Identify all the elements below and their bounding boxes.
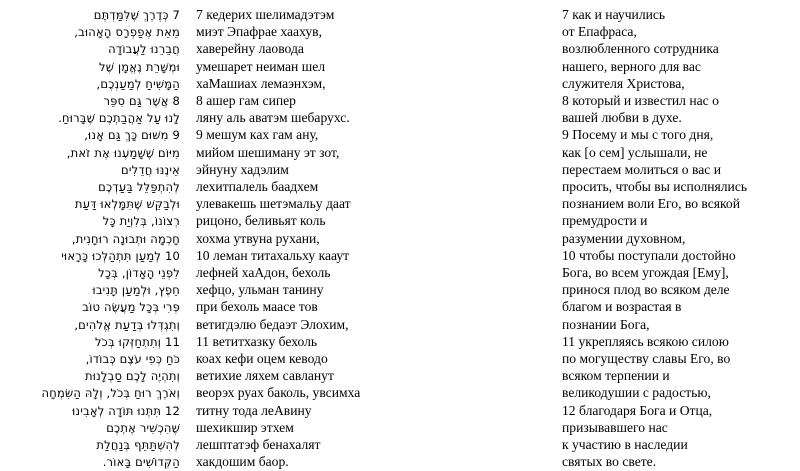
russian-line: всяком терпении и — [562, 368, 670, 384]
transliteration-line: хефцо, ульман танину — [196, 282, 324, 298]
transliteration-line: 8 ашер гам сипер — [196, 93, 296, 109]
russian-line: 12 благодаря Бога и Отца, — [562, 402, 713, 418]
russian-line: 8 который и известил нас о — [562, 93, 719, 109]
transliteration-line: миэт Эпафрае хаахув, — [196, 24, 322, 40]
hebrew-line: 7 כְּדֶרֶךְ שֶׁלִּמַּדְתֶּם — [93, 8, 180, 22]
russian-line: премудрости и — [562, 213, 648, 229]
hebrew-line: 10 לְמַעַן תִּתְהַלְּכוּ כָּרָאוּי — [61, 248, 180, 263]
hebrew-line: 9 מִשּׁוּם כָּךְ גַּם אָנוּ, — [84, 128, 180, 143]
hebrew-line: חָכְמָה וּתְבוּנָה רוּחָנִית, — [71, 231, 180, 246]
hebrew-line: הַמָּשִׁיחַ לְמַעַנְכֶם, — [96, 76, 180, 91]
russian-line: Бога, во всем угождая [Ему], — [562, 265, 729, 281]
transliteration-line: 7 кедерих шелимадэтэм — [196, 7, 335, 22]
russian-line: 10 чтобы поступали достойно — [562, 247, 736, 263]
hebrew-line: חֵפֶץ, וּלְמַעַן תָּנִיבוּ — [92, 283, 180, 298]
russian-line: по могуществу славы Его, во — [562, 351, 731, 367]
transliteration-line: лехитпалель баадхем — [196, 179, 319, 195]
hebrew-line: מִיּוֹם שֶׁשָּׁמַעְנוּ אֶת זֹאת, — [66, 145, 180, 160]
hebrew-line: פְּרִי בְּכָל מַעֲשֶׂה טוֹב — [82, 300, 180, 315]
transliteration-column — [184, 6, 444, 470]
hebrew-line: אֵינֶנּוּ חֲדֵלִים — [121, 162, 180, 177]
transliteration-line: хаверейну лаовода — [196, 41, 304, 57]
hebrew-line: וְתִגְדְּלוּ בְּדַעַת אֱלֹהִים, — [74, 317, 180, 332]
hebrew-text-column — [8, 6, 184, 471]
transliteration-line: коах кефи оцем кеводо — [196, 351, 328, 367]
russian-line: от Епафраса, — [562, 24, 637, 40]
transliteration-line: улевакешь шетэмальу даат — [196, 196, 351, 212]
hebrew-line: 12 תִּתְּנוּ תּוֹדָה לְאָבִינוּ — [72, 403, 180, 418]
transliteration-line: хакдошим баор. — [196, 454, 289, 470]
transliteration-line: умешарет неиман шел — [196, 58, 326, 74]
russian-line: познании Бога, — [562, 316, 650, 332]
russian-line: благом и возрастая в — [562, 299, 682, 315]
hebrew-line: לָנוּ עַל אַהֲבַתְכֶם שֶׁבָּרוּחַ. — [58, 111, 180, 126]
transliteration-line: хаМашиах лемаэнхэм, — [196, 75, 326, 91]
transliteration-line: ветихие ляхем савланут — [196, 368, 334, 384]
hebrew-line: וְתִהְיֶה לָכֶם סַבְלָנוּת — [85, 369, 180, 384]
transliteration-line: ляну аль аватэм шебарухс. — [196, 110, 350, 126]
russian-line: разумении духовном, — [562, 230, 686, 246]
hebrew-line: מֵאֵת אֶפַפְרָס הָאָהוּב, — [74, 25, 180, 40]
russian-line: 11 укрепляясь всякою силою — [562, 333, 729, 349]
transliteration-line: титну тода леАвину — [196, 402, 312, 418]
hebrew-line: רְצוֹנוֹ, בְּלִוְיַת כָּל — [102, 214, 180, 229]
russian-line: служителя Христова, — [562, 75, 685, 91]
hebrew-line: וּמְשָׁרֵת נֶאֱמָן שֶׁל — [99, 59, 180, 74]
hebrew-line: וּלְבַקֵּשׁ שֶׁתִּמָּלְאוּ דַּעַת — [74, 197, 180, 212]
transliteration-line: рицоно, беливьят коль — [196, 213, 326, 229]
transliteration-line: 11 ветитхазку бехоль — [196, 333, 318, 349]
transliteration-line: хохма утвуна рухани, — [196, 230, 320, 246]
russian-line: нашего, верного для вас — [562, 58, 701, 74]
transliteration-line: ветигдэлю бедаэт Элохим, — [196, 316, 349, 332]
russian-line: призывавшего нас — [562, 419, 668, 435]
russian-line: вашей любви в духе. — [562, 110, 682, 126]
transliteration-line: шехикшир этхем — [196, 419, 294, 435]
hebrew-line: שֶׁהִכְשִׁיר אֶתְכֶם — [106, 420, 180, 435]
russian-line: святых во свете. — [562, 454, 657, 470]
russian-line: великодушии с радостью, — [562, 385, 711, 401]
hebrew-line: 11 וְתִתְחַזְּקוּ בְּכֹל — [94, 334, 180, 349]
hebrew-line: לִפְנֵי הָאָדוֹן, בְּכָל — [98, 266, 180, 281]
russian-line: 7 как и научились — [562, 7, 666, 22]
russian-line: к участию в наследии — [562, 437, 688, 453]
hebrew-line: לְהִשְׁתַּתֵּף בְּנַחֲלַת — [96, 438, 180, 453]
russian-line: возлюбленного сотрудника — [562, 41, 719, 57]
hebrew-line: הַקְּדוֹשִׁים בָּאוֹר. — [102, 455, 180, 470]
transliteration-line: лефней хаАдон, бехоль — [196, 265, 331, 281]
transliteration-line: при бехоль маасе тов — [196, 299, 318, 315]
russian-line: как [о сем] услышали, не — [562, 144, 708, 160]
hebrew-line: כֹּחַ כְּפִי עֹצֶם כְּבוֹדוֹ, — [85, 352, 180, 367]
russian-line: перестаем молиться о вас и — [562, 161, 721, 177]
russian-line: принося плод во всяком деле — [562, 282, 730, 298]
transliteration-line: мийом шешиману эт зот, — [196, 144, 340, 160]
hebrew-line: חֲבֵרֵנוּ לַעֲבוֹדָה — [108, 42, 180, 57]
hebrew-line: לְהִתְפַּלֵּל בַּעַדְכֶם — [98, 180, 180, 195]
russian-line: 9 Посему и мы с того дня, — [562, 127, 714, 143]
russian-translation-column — [562, 6, 792, 470]
hebrew-line: וְאֹרֶךְ רוּחַ בְּכֹל, וְלָהּ הַשִּׂמְחָה — [41, 386, 180, 401]
transliteration-line: веорэх руах баколь, увсимха — [196, 385, 361, 401]
three-column-layout — [8, 6, 792, 470]
transliteration-line: 9 мешум ках гам ану, — [196, 127, 319, 143]
transliteration-line: 10 леман титахальху кааут — [196, 247, 350, 263]
transliteration-line: лешптатэф бенахалят — [196, 437, 321, 453]
transliteration-line: эйнуну хадэлим — [196, 161, 289, 177]
russian-line: просить, чтобы вы исполнялись — [562, 179, 748, 195]
hebrew-line: 8 אֲשֶׁר גַּם סִפֵּר — [103, 94, 180, 109]
russian-line: познанием воли Его, во всякой — [562, 196, 740, 212]
